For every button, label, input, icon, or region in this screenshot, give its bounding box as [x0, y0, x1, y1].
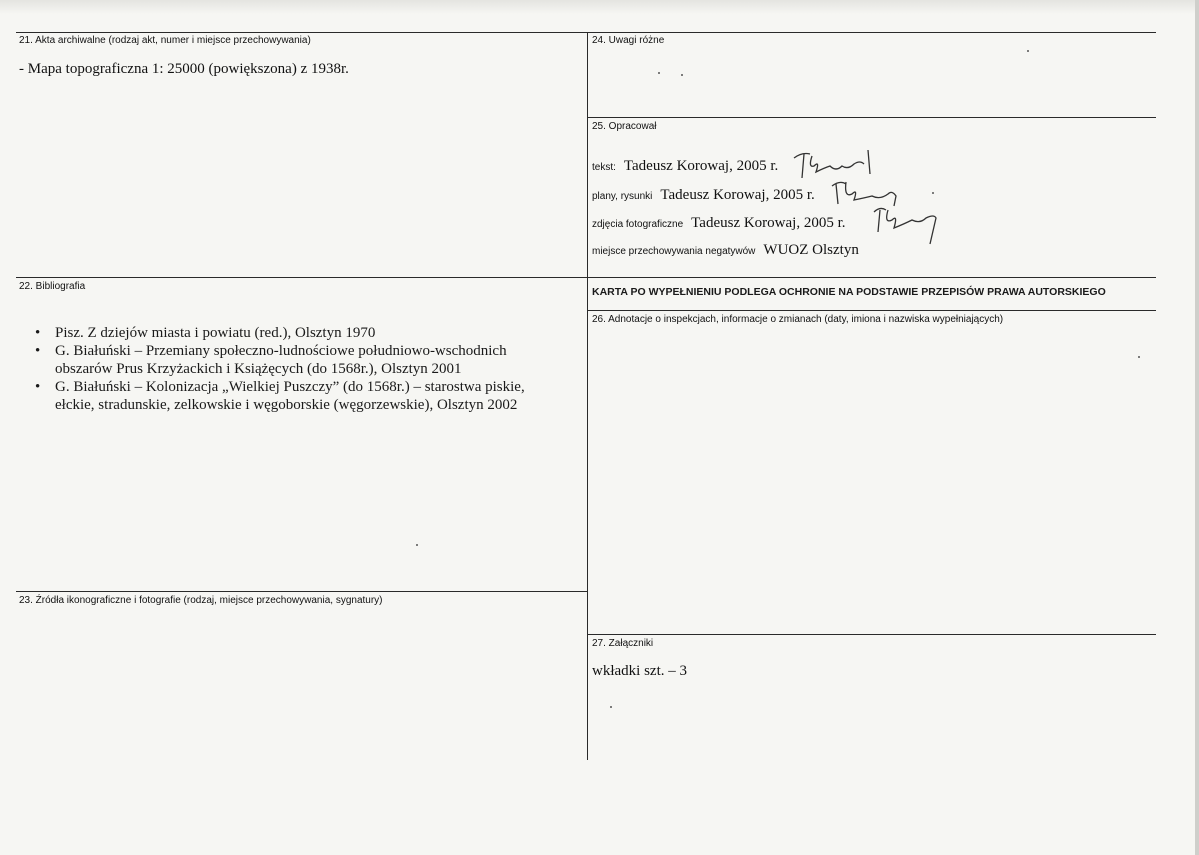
scan-speck [681, 74, 683, 76]
bibliography-list [35, 324, 575, 414]
author-photos-row [592, 215, 846, 232]
rule-26-top [588, 310, 1156, 311]
zdjecia-value: Tadeusz Korowaj, 2005 r. [691, 215, 846, 231]
section-21-label: 21. Akta archiwalne (rodzaj akt, numer i miejsce przechowywania) [19, 35, 311, 46]
bullet-icon: • [35, 325, 41, 341]
scan-speck [1138, 356, 1140, 358]
scan-speck [658, 72, 660, 74]
rule-24-top [588, 32, 1156, 33]
scan-right-edge [1195, 0, 1199, 855]
bibliography-item: • G. Białuński – Przemiany społeczno-ludnościowe południowo-wschodnich [35, 343, 507, 359]
rule-22-top [16, 277, 587, 278]
tekst-value: Tadeusz Korowaj, 2005 r. [623, 158, 779, 174]
bullet-icon: • [35, 343, 41, 359]
section-24-label: 24. Uwagi różne [592, 35, 665, 46]
rule-27-top [588, 634, 1156, 635]
rule-23-top [16, 591, 587, 592]
bibliography-item-continuation: ełckie, stradunskie, zelkowskie i węgoborskie (węgorzewskie), Olsztyn 2002 [55, 397, 518, 413]
bullet-icon: • [35, 379, 41, 395]
zdjecia-label: zdjęcia fotograficzne [592, 219, 684, 230]
negatives-row [592, 242, 859, 259]
scan-speck [932, 192, 934, 194]
scan-top-edge [0, 0, 1199, 14]
scan-speck [610, 706, 612, 708]
section-21-content: - Mapa topograficzna 1: 25000 (powiększona) z 1938r. [19, 61, 349, 77]
author-plans-row [592, 187, 815, 204]
rule-notice-top [588, 277, 1156, 278]
section-26-label: 26. Adnotacje o inspekcjach, informacje o zmianach (daty, imiona i nazwiska wypełniających) [592, 314, 1004, 325]
miejsce-value: WUOZ Olsztyn [763, 242, 859, 258]
miejsce-label: miejsce przechowywania negatywów [592, 246, 756, 257]
scan-speck [1027, 50, 1029, 52]
plany-label: plany, rysunki [592, 191, 653, 202]
column-divider [587, 32, 588, 760]
section-23-label: 23. Źródła ikonograficzne i fotografie (rodzaj, miejsce przechowywania, sygnatury) [19, 595, 383, 606]
rule-25-top [588, 117, 1156, 118]
bibliography-item-continuation: obszarów Prus Krzyżackich i Książęcych (do 1568r.), Olsztyn 2001 [55, 361, 462, 377]
tekst-label: tekst: [592, 162, 616, 173]
bibliography-item: • Pisz. Z dziejów miasta i powiatu (red.), Olsztyn 1970 [35, 325, 376, 341]
bibliography-item: • G. Białuński – Kolonizacja „Wielkiej Puszczy” (do 1568r.) – starostwa piskie, [35, 379, 525, 395]
section-25-label: 25. Opracował [592, 121, 657, 132]
rule-21-top [16, 32, 587, 33]
plany-value: Tadeusz Korowaj, 2005 r. [660, 187, 815, 203]
author-text-row [592, 158, 778, 175]
signature-3 [870, 202, 942, 250]
section-22-label: 22. Bibliografia [19, 281, 86, 292]
section-27-label: 27. Załączniki [592, 638, 654, 649]
scan-speck [416, 544, 418, 546]
copyright-notice: KARTA PO WYPEŁNIENIU PODLEGA OCHRONIE NA PODSTAWIE PRZEPISÓW PRAWA AUTORSKIEGO [592, 286, 1106, 298]
section-27-content: wkładki szt. – 3 [592, 663, 687, 679]
